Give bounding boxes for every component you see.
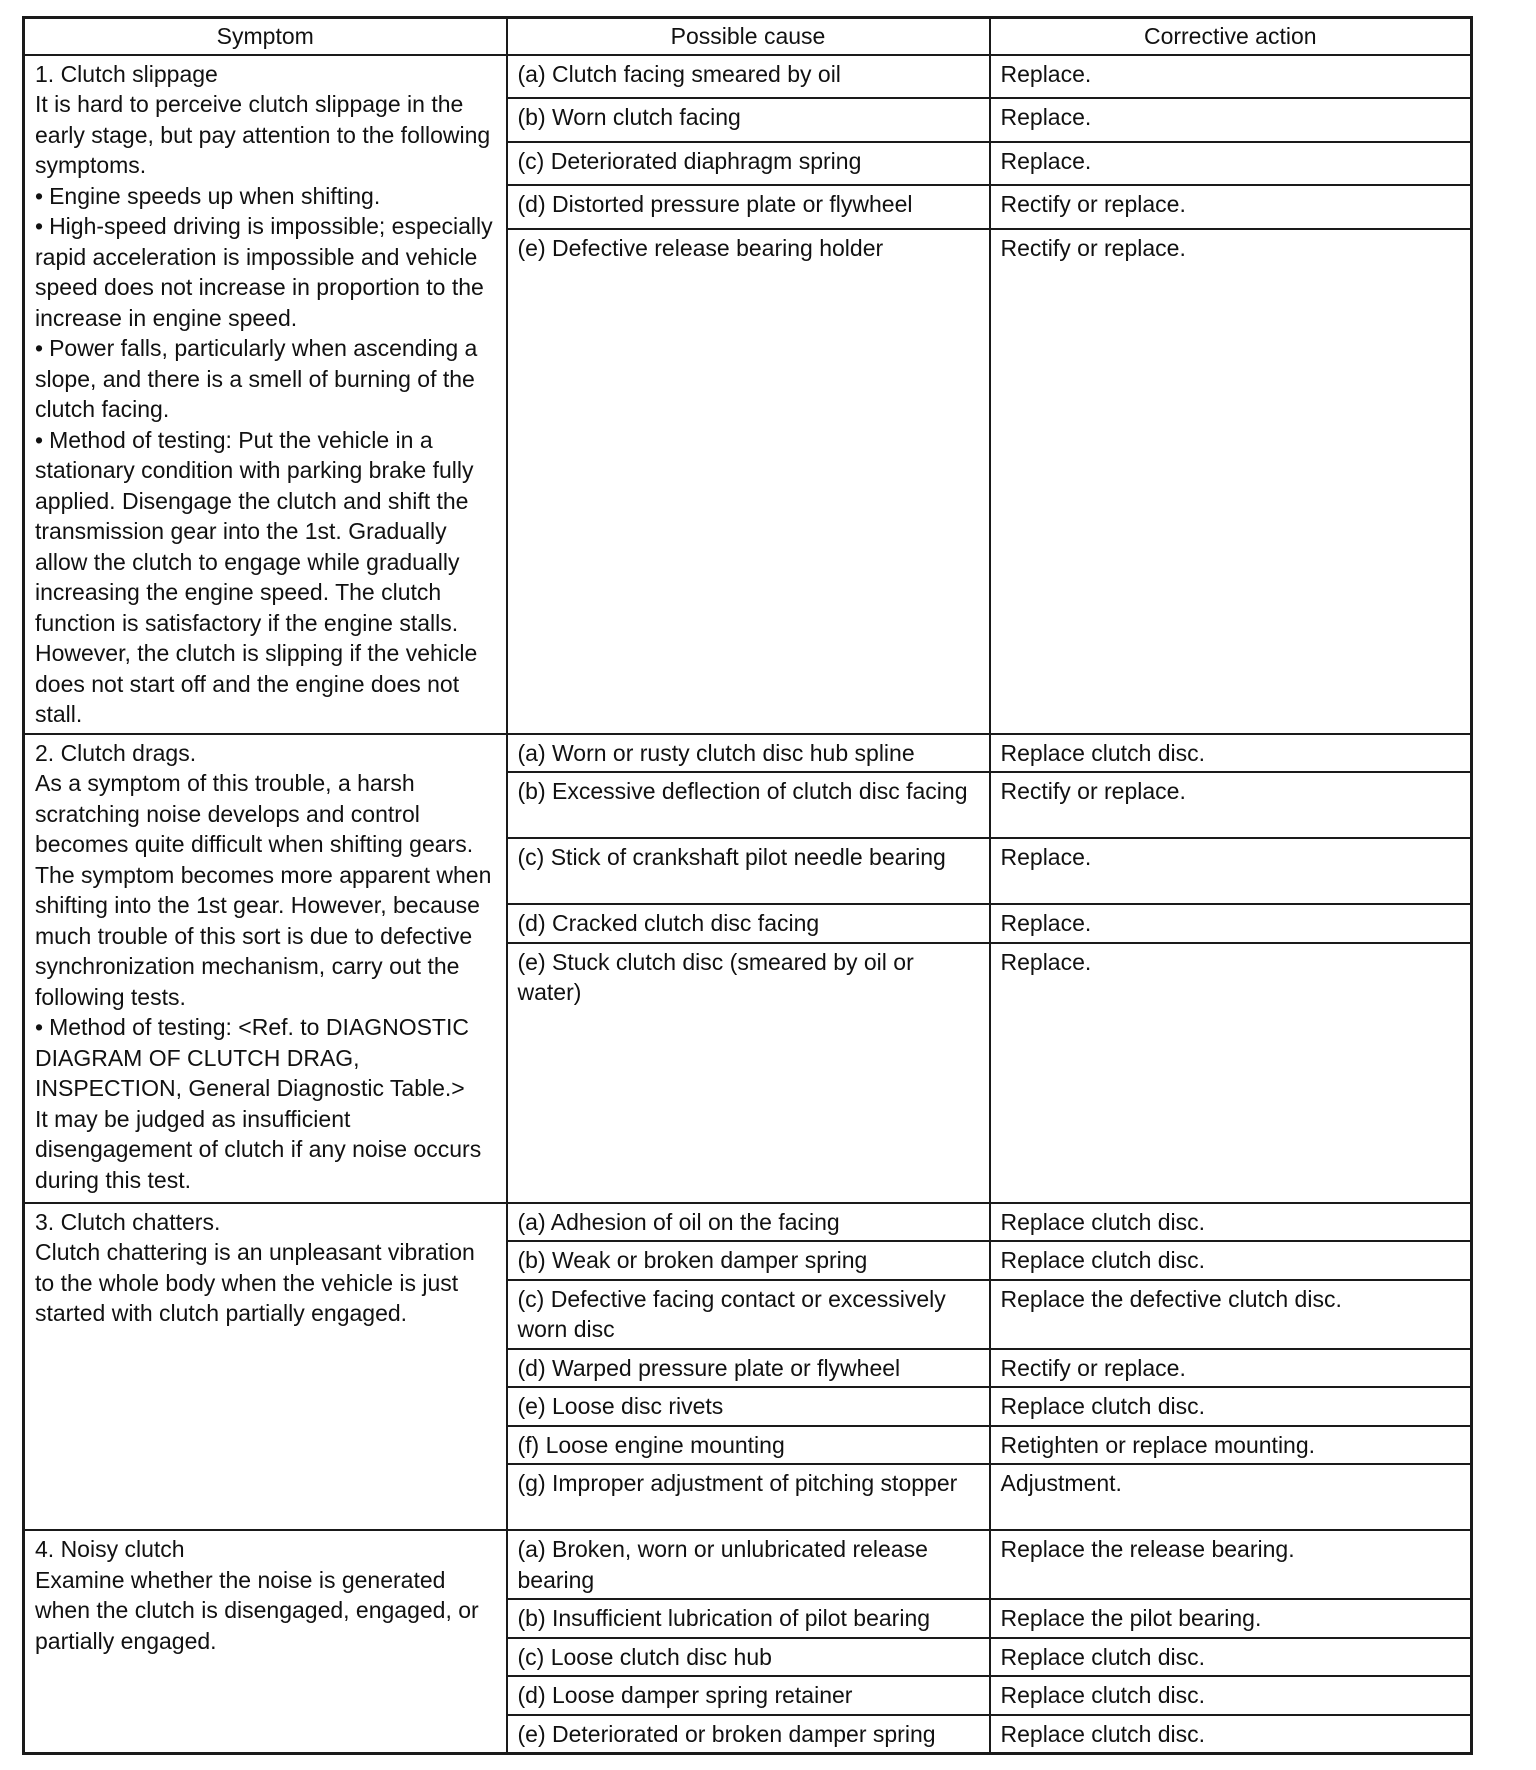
bullet-icon: • bbox=[35, 335, 44, 361]
symptom-bullet bbox=[35, 211, 496, 333]
symptom-bullet bbox=[35, 333, 496, 425]
table-row bbox=[24, 1203, 1472, 1242]
corrective-action-cell: Replace clutch disc. bbox=[990, 1715, 1472, 1754]
table-row bbox=[24, 55, 1472, 99]
symptom-description: It is hard to perceive clutch slippage in the early stage, but pay attention to the following symptoms. bbox=[35, 91, 491, 178]
symptom-bullet-text: Method of testing: Put the vehicle in a stationary condition with parking brake fully applied. Disengage the clutch and shift the transmission gear into the 1st. Gradually allow the clutch to engage while gradually increasing the engine speed. The clutch function is satisfactory if the engine stalls. However, the clutch is slipping if the vehicle does not start off and the engine does not stall. bbox=[35, 426, 478, 727]
symptom-cell bbox=[24, 1203, 507, 1531]
corrective-action-cell: Adjustment. bbox=[990, 1464, 1472, 1530]
symptom-description: As a symptom of this trouble, a harsh scratching noise develops and control becomes quite difficult when shifting gears. The symptom becomes more apparent when shifting into the 1st gear. However, because much trouble of this sort is due to defective synchronization mechanism, carry out the following tests. bbox=[35, 770, 492, 1010]
possible-cause-cell: (d) Distorted pressure plate or flywheel bbox=[507, 185, 990, 229]
header-row bbox=[24, 18, 1472, 55]
troubleshooting-sheet bbox=[22, 16, 1470, 1755]
corrective-action-cell: Replace. bbox=[990, 142, 1472, 186]
possible-cause-cell: (a) Worn or rusty clutch disc hub spline bbox=[507, 734, 990, 773]
corrective-action-cell: Rectify or replace. bbox=[990, 229, 1472, 734]
bullet-icon: • bbox=[35, 213, 44, 239]
symptom-description: Examine whether the noise is generated when the clutch is disengaged, engaged, or partially engaged. bbox=[35, 1566, 479, 1654]
header-corrective-action: Corrective action bbox=[990, 18, 1472, 55]
possible-cause-cell: (b) Weak or broken damper spring bbox=[507, 1241, 990, 1280]
symptom-bullet bbox=[35, 1012, 496, 1104]
table-body bbox=[24, 55, 1472, 1754]
corrective-action-cell: Replace clutch disc. bbox=[990, 734, 1472, 773]
table-row bbox=[24, 734, 1472, 773]
symptom-bullet-text: Power falls, particularly when ascending a slope, and there is a smell of burning of the clutch facing. bbox=[35, 335, 478, 422]
symptom-title: 4. Noisy clutch bbox=[35, 1536, 185, 1562]
symptom-bullet bbox=[35, 181, 496, 212]
corrective-action-cell: Retighten or replace mounting. bbox=[990, 1426, 1472, 1465]
corrective-action-cell: Replace. bbox=[990, 943, 1472, 1203]
symptom-description: It may be judged as insufficient disengagement of clutch if any noise occurs during this test. bbox=[35, 1105, 482, 1193]
possible-cause-cell: (c) Deteriorated diaphragm spring bbox=[507, 142, 990, 186]
symptom-bullet-text: Method of testing: <Ref. to DIAGNOSTIC DIAGRAM OF CLUTCH DRAG, INSPECTION, General Diagnostic Table.> bbox=[35, 1014, 469, 1101]
symptom-cell bbox=[24, 734, 507, 1203]
possible-cause-cell: (d) Cracked clutch disc facing bbox=[507, 904, 990, 943]
corrective-action-cell: Replace. bbox=[990, 98, 1472, 142]
possible-cause-cell: (g) Improper adjustment of pitching stopper bbox=[507, 1464, 990, 1530]
possible-cause-cell: (c) Stick of crankshaft pilot needle bearing bbox=[507, 838, 990, 904]
possible-cause-cell: (c) Defective facing contact or excessively worn disc bbox=[507, 1280, 990, 1349]
symptom-bullet bbox=[35, 425, 496, 730]
possible-cause-cell: (a) Broken, worn or unlubricated release bearing bbox=[507, 1530, 990, 1599]
possible-cause-cell: (e) Stuck clutch disc (smeared by oil or water) bbox=[507, 943, 990, 1203]
corrective-action-cell: Replace clutch disc. bbox=[990, 1387, 1472, 1426]
corrective-action-cell: Replace clutch disc. bbox=[990, 1241, 1472, 1280]
symptom-bullet-text: High-speed driving is impossible; especially rapid acceleration is impossible and vehicle speed does not increase in proportion to the increase in engine speed. bbox=[35, 213, 493, 331]
possible-cause-cell: (b) Insufficient lubrication of pilot bearing bbox=[507, 1599, 990, 1638]
possible-cause-cell: (e) Deteriorated or broken damper spring bbox=[507, 1715, 990, 1754]
symptom-bullet-text: Engine speeds up when shifting. bbox=[49, 182, 381, 209]
symptom-title: 1. Clutch slippage bbox=[35, 60, 218, 87]
possible-cause-cell: (d) Loose damper spring retainer bbox=[507, 1676, 990, 1715]
possible-cause-cell: (a) Adhesion of oil on the facing bbox=[507, 1203, 990, 1242]
corrective-action-cell: Rectify or replace. bbox=[990, 1349, 1472, 1388]
corrective-action-cell: Replace clutch disc. bbox=[990, 1676, 1472, 1715]
symptom-cell bbox=[24, 55, 507, 734]
corrective-action-cell: Rectify or replace. bbox=[990, 772, 1472, 838]
possible-cause-cell: (e) Loose disc rivets bbox=[507, 1387, 990, 1426]
corrective-action-cell: Replace clutch disc. bbox=[990, 1638, 1472, 1677]
possible-cause-cell: (e) Defective release bearing holder bbox=[507, 229, 990, 734]
corrective-action-cell: Replace the release bearing. bbox=[990, 1530, 1472, 1599]
symptom-cell bbox=[24, 1530, 507, 1754]
symptom-title: 3. Clutch chatters. bbox=[35, 1208, 221, 1235]
corrective-action-cell: Replace the defective clutch disc. bbox=[990, 1280, 1472, 1349]
corrective-action-cell: Rectify or replace. bbox=[990, 185, 1472, 229]
possible-cause-cell: (b) Excessive deflection of clutch disc facing bbox=[507, 772, 990, 838]
bullet-icon: • bbox=[35, 426, 44, 453]
possible-cause-cell: (d) Warped pressure plate or flywheel bbox=[507, 1349, 990, 1388]
header-symptom: Symptom bbox=[24, 18, 507, 55]
clutch-troubleshooting-table bbox=[22, 16, 1473, 1755]
symptom-title: 2. Clutch drags. bbox=[35, 739, 197, 766]
header-possible-cause: Possible cause bbox=[507, 18, 990, 55]
possible-cause-cell: (a) Clutch facing smeared by oil bbox=[507, 55, 990, 99]
corrective-action-cell: Replace the pilot bearing. bbox=[990, 1599, 1472, 1638]
possible-cause-cell: (c) Loose clutch disc hub bbox=[507, 1638, 990, 1677]
bullet-icon: • bbox=[35, 1014, 44, 1040]
corrective-action-cell: Replace. bbox=[990, 55, 1472, 99]
bullet-icon: • bbox=[35, 182, 44, 209]
possible-cause-cell: (b) Worn clutch facing bbox=[507, 98, 990, 142]
symptom-description: Clutch chattering is an unpleasant vibration to the whole body when the vehicle is just started with clutch partially engaged. bbox=[35, 1239, 475, 1326]
corrective-action-cell: Replace. bbox=[990, 838, 1472, 904]
corrective-action-cell: Replace. bbox=[990, 904, 1472, 943]
table-row bbox=[24, 1530, 1472, 1599]
possible-cause-cell: (f) Loose engine mounting bbox=[507, 1426, 990, 1465]
corrective-action-cell: Replace clutch disc. bbox=[990, 1203, 1472, 1242]
